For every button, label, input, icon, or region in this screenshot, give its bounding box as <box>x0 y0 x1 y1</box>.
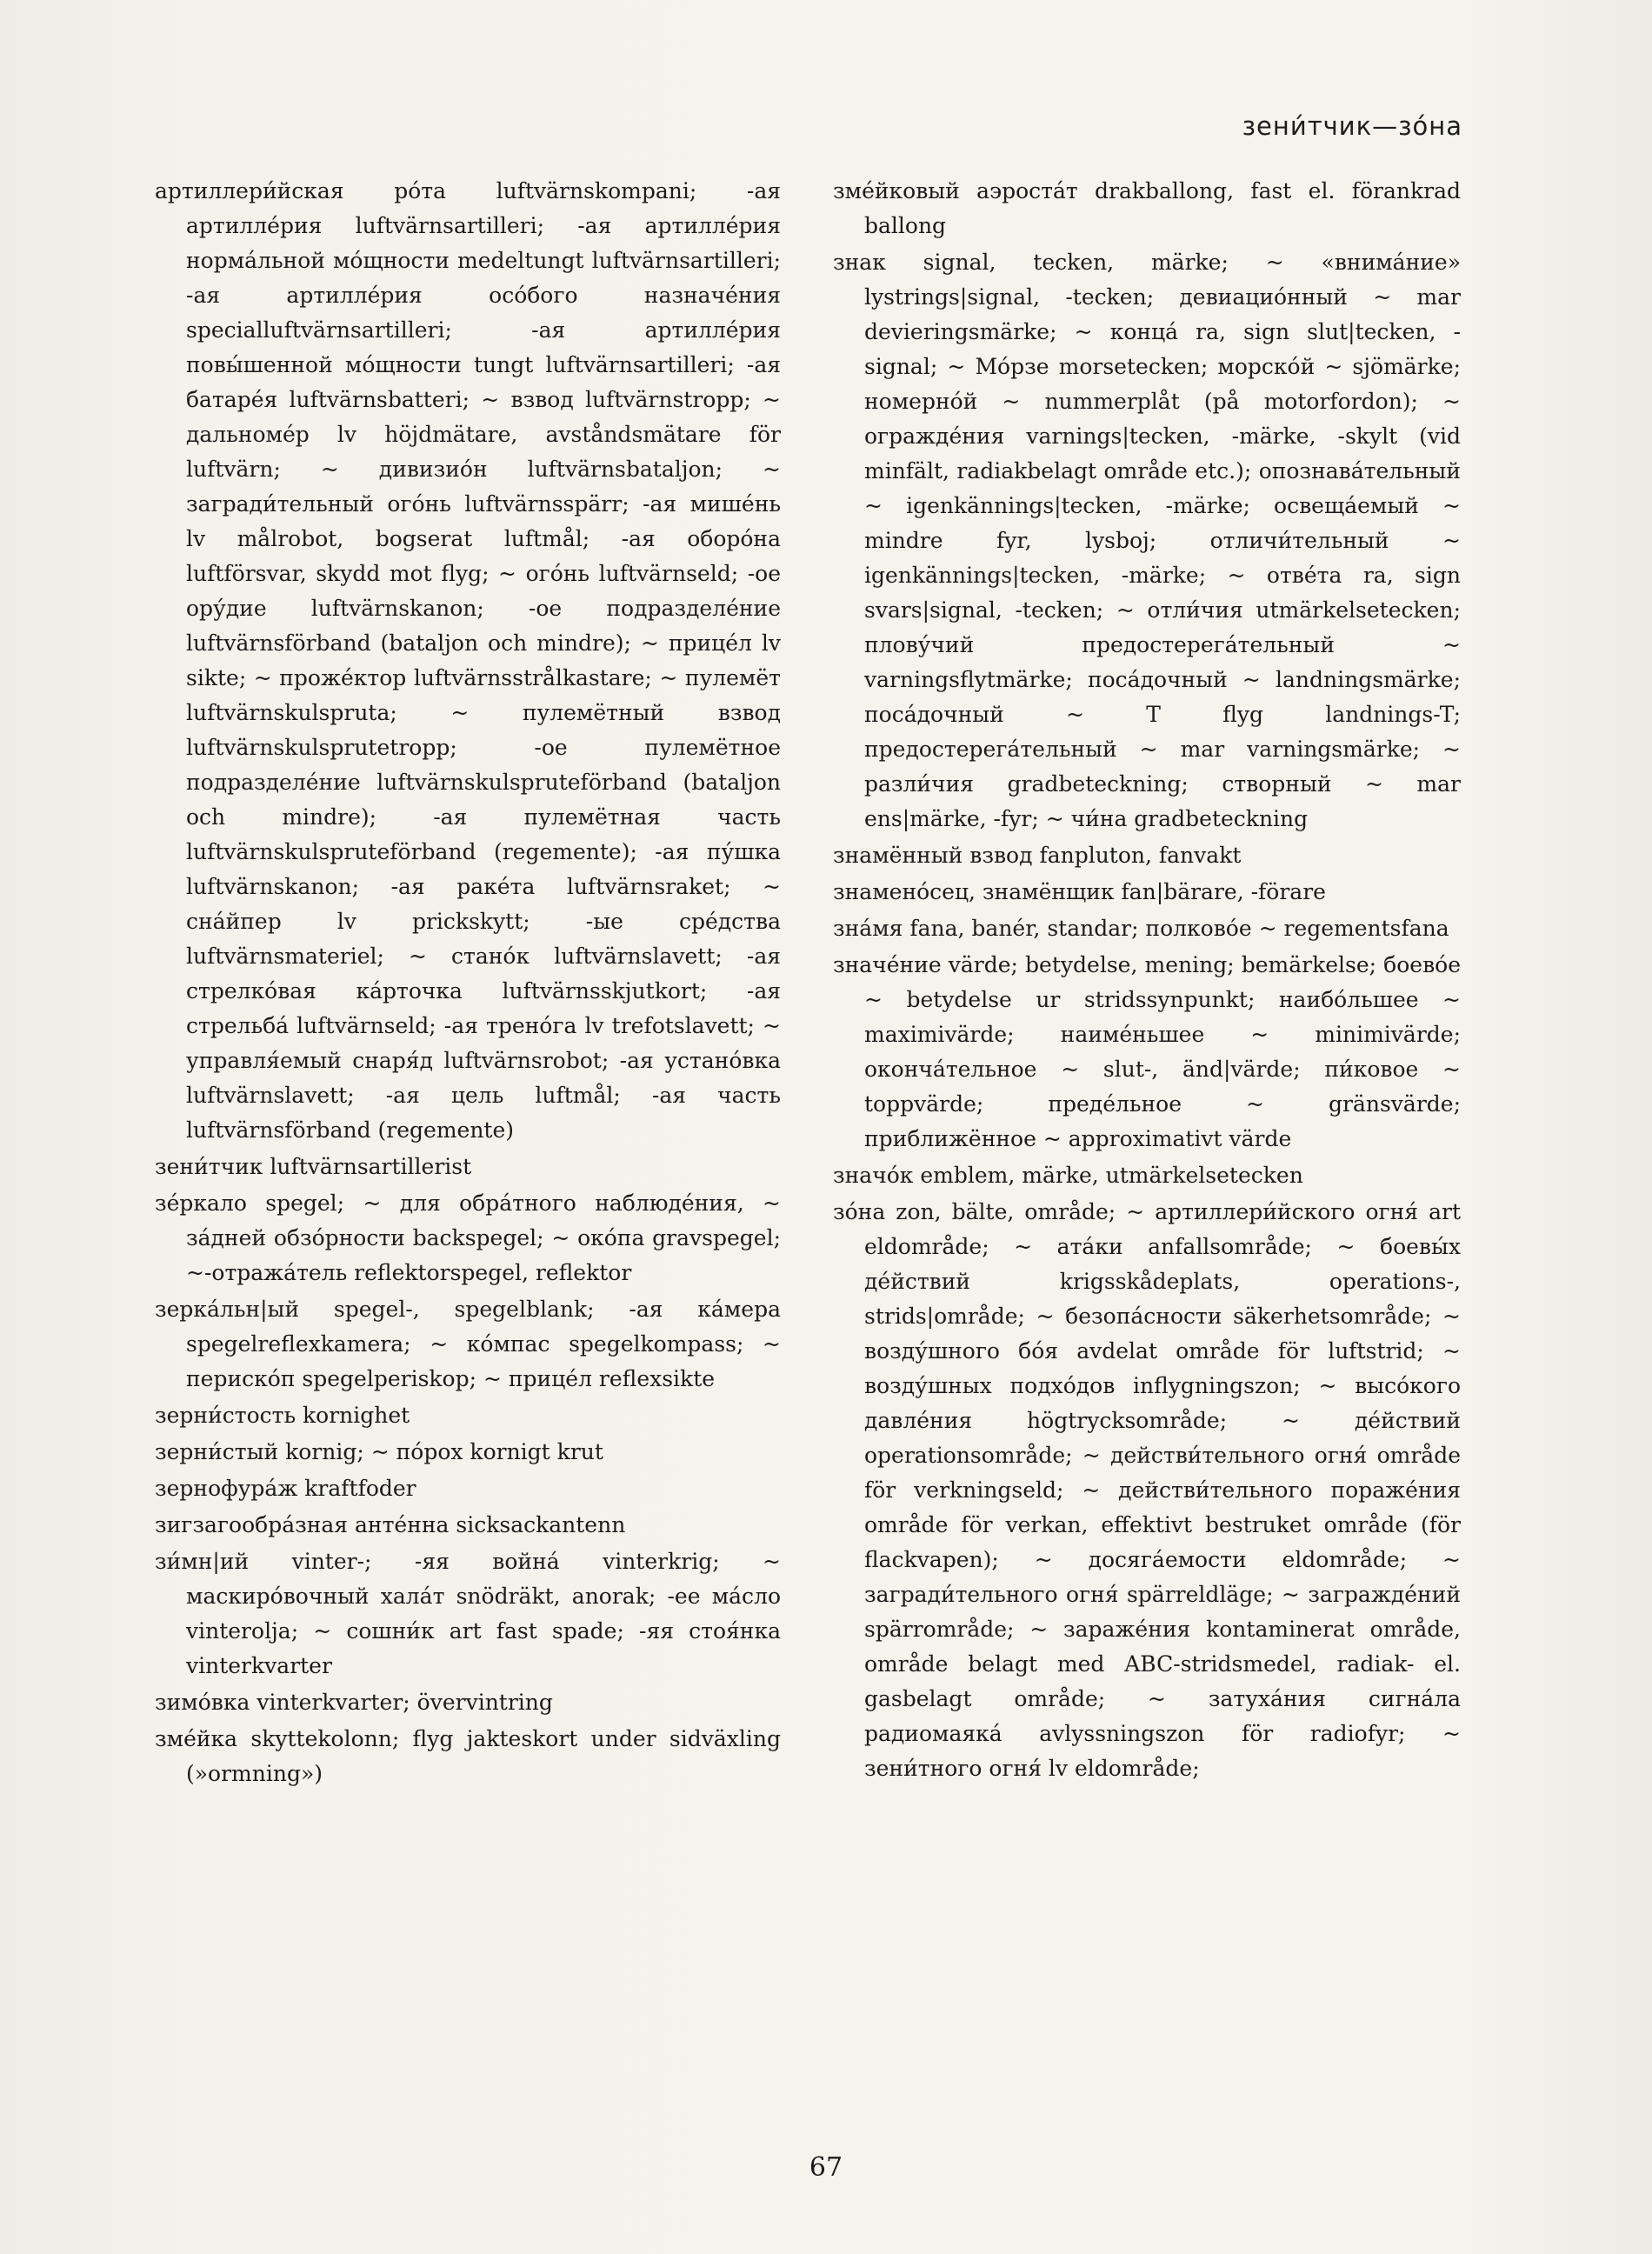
dictionary-entry: зме́йковый аэроста́т drakballong, fast el. förankrad ballong <box>833 178 1461 238</box>
dictionary-entry: значо́к emblem, märke, utmärkelsetecken <box>833 1163 1303 1188</box>
dictionary-entry: значе́ние värde; betydelse, mening; bemärkelse; боево́е ~ betydelse ur stridssynpunkt; наибо́льшее ~ maximivärde; наиме́ньшее ~ minimivärde; оконча́тельное ~ slut-, änd|värde; пи́ковое ~ toppvärde; преде́льное ~ gränsvärde; приближённое ~ approximativt värde <box>833 952 1461 1151</box>
dictionary-entry: зерни́стый kornig; ~ по́рох kornigt krut <box>155 1439 603 1464</box>
dictionary-entry: знак signal, tecken, märke; ~ «внима́ние» lystrings|signal, -tecken; девиацио́нный ~ mar devieringsmärke; ~ конца́ ra, sign slut|tecken, -signal; ~ Мо́рзе morsetecken; морско́й ~ sjömärke; номерно́й ~ nummerplåt (på motorfordon); ~ огражде́ния varnings|tecken, -märke, -skylt (vid minfält, radiakbelagt område etc.); опознава́тельный ~ igenkännings|tecken, -märke; освеща́емый ~ mindre fyr, lysboj; отличи́тельный ~ igenkännings|tecken, -märke; ~ отве́та ra, sign svars|signal, -tecken; ~ отли́чия utmärkelsetecken; плову́чий предостерега́тельный ~ varningsflytmärke; поса́дочный ~ landningsmärke; поса́дочный ~ Т flyg landnings-T; предостерега́тельный ~ mar varningsmärke; ~ разли́чия gradbeteckning; створный ~ mar ens|märke, -fyr; ~ чи́на gradbeteckning <box>833 250 1461 831</box>
page-number: 67 <box>809 2152 843 2183</box>
dictionary-entry: зимо́вка vinterkvarter; övervintring <box>155 1690 553 1715</box>
dictionary-entry: зерка́льн|ый spegel-, spegelblank; -ая ка́мера spegelreflexkamera; ~ ко́мпас spegelkompass; ~ периско́п spegelperiskop; ~ прице́л reflexsikte <box>155 1297 781 1391</box>
dictionary-entry: зе́ркало spegel; ~ для обра́тного наблюде́ния, ~ за́дней обзо́рности backspegel; ~ око́па gravspegel; ~-отража́тель reflektorspegel, reflektor <box>155 1190 781 1285</box>
running-header: зени́тчик—зо́на <box>1242 111 1462 141</box>
dictionary-entry: зернофура́ж kraftfoder <box>155 1476 416 1501</box>
dictionary-entry: зерни́стость kornighet <box>155 1403 410 1428</box>
dictionary-entry: зигзагообра́зная анте́нна sicksackantenn <box>155 1512 626 1537</box>
dictionary-entry: зи́мн|ий vinter-; -яя война́ vinterkrig; ~ маскиро́вочный хала́т snödräkt, anorak; -ее ма́сло vinterolja; ~ сошни́к art fast spade; -яя стоя́нка vinterkvarter <box>155 1549 781 1678</box>
left-column <box>155 174 781 1793</box>
dictionary-entry: знамённый взвод fanpluton, fanvakt <box>833 843 1242 868</box>
dictionary-entry: знамено́сец, знамёнщик fan|bärare, -förare <box>833 879 1326 904</box>
dictionary-entry: артиллери́йская ро́та luftvärnskompani; -ая артилле́рия luftvärnsartilleri; -ая артилле́рия норма́льной мо́щности medeltungt luftvärnsartilleri; -ая артилле́рия осо́бого назначе́ния specialluftvärnsartilleri; -ая артилле́рия повы́шенной мо́щности tungt luftvärnsartilleri; -ая батаре́я luftvärnsbatteri; ~ взвод luftvärnstropp; ~ дальноме́р lv höjdmätare, avståndsmätare för luftvärn; ~ дивизио́н luftvärnsbataljon; ~ загради́тельный ого́нь luftvärnsspärr; -ая мише́нь lv målrobot, bogserat luftmål; -ая оборо́на luftförsvar, skydd mot flyg; ~ ого́нь luftvärnseld; -ое ору́дие luftvärnskanon; -ое подразделе́ние luftvärnsförband (bataljon och mindre); ~ прице́л lv sikte; ~ проже́ктор luftvärnsstrålkastare; ~ пулемёт luftvärnskulspruta; ~ пулемётный взвод luftvärnskulsprutetropp; -ое пулемётное подразделе́ние luftvärnskulspruteförband (bataljon och mindre); -ая пулемётная часть luftvärnskulspruteförband (regemente); -ая пу́шка luftvärnskanon; -ая раке́та luftvärnsraket; ~ сна́йпер lv prickskytt; -ые сре́дства luftvärnsmateriel; ~ стано́к luftvärnslavett; -ая стрелко́вая ка́рточка luftvärnsskjutkort; -ая стрельба́ luftvärnseld; -ая трено́га lv trefotslavett; ~ управля́емый снаря́д luftvärnsrobot; -ая устано́вка luftvärnslavett; -ая цель luftmål; -ая часть luftvärnsförband (regemente) <box>155 178 781 1143</box>
dictionary-entry: зме́йка skyttekolonn; flyg jakteskort under sidväxling (»ormning») <box>155 1726 781 1786</box>
dictionary-entry: зо́на zon, bälte, område; ~ артиллери́йского огня́ art eldområde; ~ ата́ки anfallsområde; ~ боевы́х де́йствий krigsskådeplats, operations-, strids|område; ~ безопа́сности säkerhetsområde; ~ возду́шного бо́я avdelat område för luftstrid; ~ возду́шных подхо́дов inflygningszon; ~ высо́кого давле́ния högtrycksområde; ~ де́йствий operationsområde; ~ действи́тельного огня́ område för verkningseld; ~ действи́тельного пораже́ния område för verkan, effektivt bestruket område (för flackvapen); ~ досяга́емости eldområde; ~ загради́тельного огня́ spärreldläge; ~ загражде́ний spärrområde; ~ зараже́ния kontaminerat område, område belagt med ABC-stridsmedel, radiak- el. gasbelagt område; ~ затуха́ния сигна́ла радиомаяка́ avlyssningszon för radiofyr; ~ зени́тного огня́ lv eldområde; <box>833 1199 1461 1781</box>
right-column <box>833 174 1461 1788</box>
dictionary-entry: зени́тчик luftvärnsartillerist <box>155 1154 472 1179</box>
dictionary-entry: зна́мя fana, banér, standar; полково́е ~ regementsfana <box>833 916 1449 941</box>
